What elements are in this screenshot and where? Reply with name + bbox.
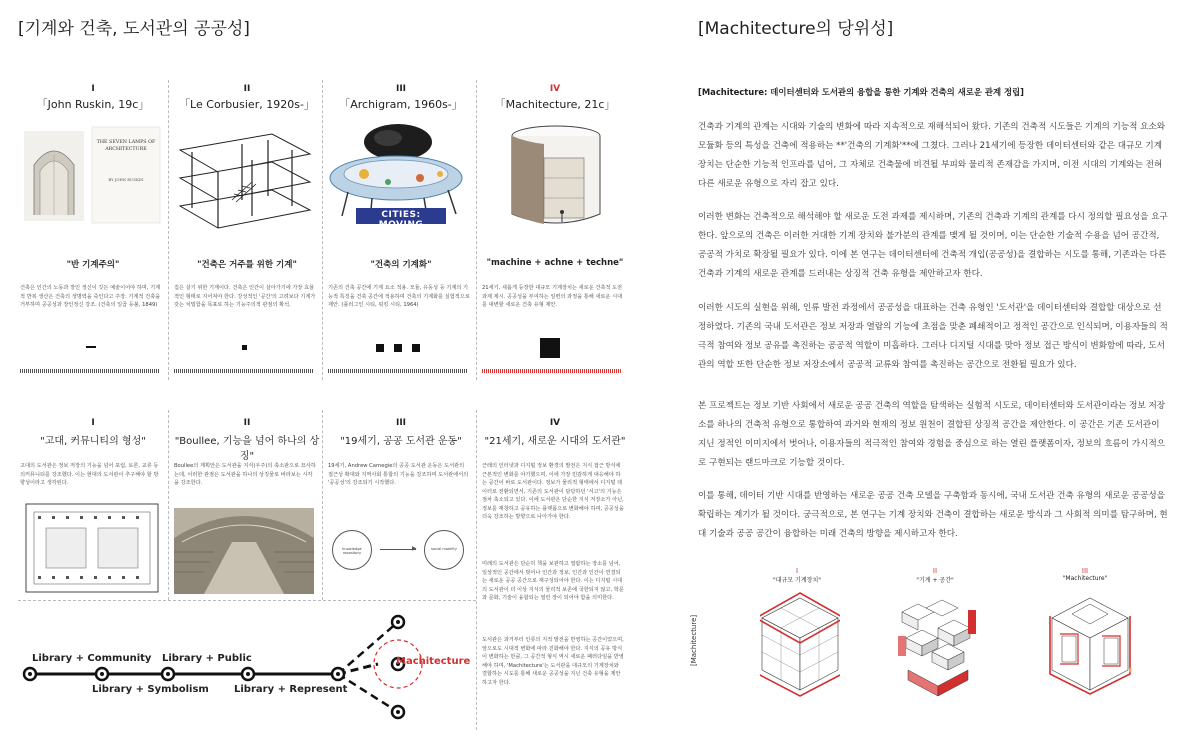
flow-arrow <box>380 549 416 550</box>
era-column-machitecture <box>480 84 630 112</box>
era-quote: "건축의 기계화" <box>370 260 432 270</box>
era-numeral: IV <box>549 84 561 94</box>
era-numeral: III <box>395 84 407 94</box>
era-heading: 「John Ruskin, 19c」 <box>36 98 150 111</box>
density-marker <box>242 345 247 350</box>
era-heading: 「Machitecture, 21c」 <box>494 98 616 111</box>
ruskin-image <box>20 125 166 225</box>
era-numeral: II <box>243 84 251 94</box>
timeline-label-symbolism: Library + Symbolism <box>92 684 209 695</box>
walking-city-image <box>328 116 474 234</box>
era-description: 기존의 건축 공간에 기계 요소 적용. 모듈, 유동성 등 기계의 기능적 특징을 건축 공간에 적용하며 건축의 기계화를 실험적으로 제안. (플러그인 시티, 워킹 시티, 1964) <box>328 285 470 309</box>
timeline-label-public: Library + Public <box>162 653 252 664</box>
library-column-boullee <box>172 418 322 462</box>
library-column-ancient <box>18 418 168 447</box>
poster-title: CITIES: MOVING <box>378 210 424 230</box>
paragraph-1: 건축과 기계의 관계는 시대와 기술의 변화에 따라 지속적으로 재해석되어 왔다. 기존의 건축적 시도들은 기계의 기능적 요소와 모듈화 등의 특성을 건축에 적용하는 **'건축의 기계화'**에 그쳤다. 그러나 21세기에 등장한 데이터센터와 같은 대규모 기계 장치는 단순한 기능적 인프라를 넘어, 그 자체로 건축물에 비견될 부피와 물리적 존재감을 가지며, 이전 시대의 기계와는 전혀 다른 새로운 유형으로 자리 잡고 있다. <box>698 122 1166 189</box>
era-description: 건축은 인간의 노동과 장인 정신이 깃든 예술이어야 하며, 기계적 반복 생산은 건축의 생명력을 죽인다고 주장. 기계적 건축을 거부하며 공공성과 장인정신 강조. (건축의 일곱 등불, 1849) <box>20 285 161 309</box>
era-numeral: I <box>91 84 95 94</box>
library-numeral: II <box>243 418 251 428</box>
density-marker <box>376 344 384 352</box>
era-column-ruskin <box>18 84 168 112</box>
library-column-carnegie <box>326 418 476 447</box>
left-title: [기계와 건축, 도서관의 공공성] <box>18 19 250 39</box>
paragraph-5: 이를 통해, 데이터 기반 시대를 반영하는 새로운 공공 건축 모델을 구축함과 동시에, 국내 도서관 건축 유형의 새로운 공공성을 확립하는 계기가 될 것이다. 궁극적으로, 본 연구는 기계 장치와 건축이 결합하는 새로운 방식과 그 사회적 의미를 탐구하며, 현대 기술과 공공 공간이 융합하는 미래 건축의 방향을 제시하고자 한다. <box>698 491 1168 539</box>
diagram-i-header <box>742 567 852 584</box>
knowledge-label: knowledge repository <box>342 547 362 555</box>
divider <box>322 410 323 600</box>
divider <box>18 600 476 601</box>
diagram-numeral: III <box>1081 567 1089 575</box>
right-title: [Machitecture의 당위성] <box>698 19 894 39</box>
tick-bar <box>482 369 622 373</box>
paragraph-4: 본 프로젝트는 정보 기반 사회에서 새로운 공공 건축의 역할을 탐색하는 실험적 시도로, 데이터센터와 도서관이라는 정보 저장소를 하나의 건축적 유형으로 통합하여 과거와 현재의 정보 원천이 결합된 상징적 공간을 제안한다. 이 공간은 기존 도서관이 지닌 정적인 이미지에서 벗어나, 이용자들의 적극적인 참여와 경험을 중심으로 하는 열린 플랫폼이자, 정보의 흐름이 가시적으로 구현되는 랜드마크로 기능할 것이다. <box>698 401 1166 468</box>
tick-bar <box>20 369 160 373</box>
divider <box>168 410 169 600</box>
library-heading: "21세기, 새로운 시대의 도서관" <box>484 436 626 447</box>
era-quote: "건축은 거주를 위한 기계" <box>197 260 297 270</box>
library-description: Boullee의 계획안은 도서관을 지식(우주)의 축소판으로 묘사하는데, 이러한 관점은 도서관을 하나의 상징물로 바라보는 시각을 강조한다. <box>174 463 316 487</box>
library-heading: "19세기, 공공 도서관 운동" <box>340 436 462 447</box>
diagram-label: "Machitecture" <box>1062 575 1108 582</box>
tick-bar <box>174 369 314 373</box>
tick-bar <box>328 369 468 373</box>
timeline-label-represent: Library + Represent <box>234 684 348 695</box>
library-column-21c <box>480 418 630 447</box>
library-description: 19세기, Andrew Carnegie의 공공 도서관 운동은 도서관의 접근성 확대와 지역사회 통합의 기능을 강조하며 도서관에서의 '공공성'의 강조되기 시작했다. <box>328 463 469 487</box>
cube-diagram-machine-space <box>898 590 978 700</box>
library-description: 도서관은 과거부터 인류의 지적 발전을 반영하는 공간이었으며, 앞으로도 시대적 변화에 따라 진화해야 한다. 지식의 공유 방식이 변화하는 만큼, 그 공간적 형식 역시 새로운 패러다임을 반영해야 하며, 'Machitecture'는 도서관을 대규모의 기계장치와 결합하는 시도를 통해 새로운 공공성을 지닌 건축 유형을 제안하고자 한다. <box>482 637 624 686</box>
book-title: THE SEVEN LAMPS OF ARCHITECTURE <box>96 140 156 153</box>
density-marker <box>394 344 402 352</box>
side-label: [Machitecture] <box>690 614 698 666</box>
library-numeral: III <box>395 418 407 428</box>
library-description: 근래의 인터넷과 디지털 정보 환경의 발전은 지식 접근 방식에 근본적인 변화를 야기했으며, 이에 가장 민감하게 대응해야 하는 공간이 바로 도서관이다. 정보가 물리적 형태에서 디지털 데이터로 전환되면서, 기존의 도서관이 담당하던 '서고'의 기능은 점차 축소되고 있다. 이에 도서관은 단순한 지식 저장소가 아닌, 정보를 재창하고 공유하는 플랫폼으로 변화해야 하며, 공공성을 더욱 강조하는 방향으로 나아가야 한다. <box>482 463 624 521</box>
arrow-head-icon: ▶ <box>412 545 417 552</box>
library-heading: "고대, 커뮤니티의 형성" <box>40 436 146 447</box>
timeline-label-machitecture: Machitecture <box>396 656 471 667</box>
library-numeral: I <box>91 418 95 428</box>
diagram-ii-header <box>880 567 990 584</box>
divider <box>476 410 477 730</box>
right-subtitle: [Machitecture: 데이터센터와 도서관의 융합을 통한 기계와 건축의 새로운 관계 정립] <box>698 87 1024 97</box>
diagram-label: "대규모 기계장치" <box>773 577 821 584</box>
era-quote: "반 기계주의" <box>66 260 120 270</box>
era-column-corbusier <box>172 84 322 112</box>
era-quote: "machine + achne + techne" <box>486 258 624 268</box>
era-description: 집은 살기 위한 기계이다. 건축은 인간이 살아가기에 가장 효율적인 형태로 지어져야 한다. 강성적인 '공간'의 고려보다 기계가 갖는 치밀함을 목표로 하는 기능주의적 관점의 확석. <box>174 285 316 309</box>
dom-ino-image <box>172 120 318 232</box>
diagram-numeral: II <box>932 567 938 575</box>
era-description: 21세기, 새롭게 등장한 대규모 기계장치는 새로운 건축적 도전과제 제시. 공공성을 부여하는 일련의 과정을 통해 새로운 시대를 대변할 새로운 건축 유형 제안. <box>482 285 623 309</box>
book-author: BY JOHN RUSKIN <box>108 177 144 182</box>
diagram-iii-header <box>1030 567 1140 582</box>
era-heading: 「Le Corbusier, 1920s-」 <box>179 98 315 111</box>
library-timeline <box>18 604 472 730</box>
paragraph-2: 이러한 변화는 건축적으로 해석해야 할 새로운 도전 과제를 제시하며, 기존의 건축과 기계의 관계를 다시 정의할 필요성을 요구한다. 앞으로의 건축은 이러한 거대한 기계 장치와 불가분의 관계를 맺게 될 것이며, 이는 단순한 기술적 수용을 넘어 공간적, 공공적 가치로 확장될 필요가 있다. 이에 본 연구는 데이터센터에 건축적 개입(공공성)을 결합하는 시도를 통해, 기존과는 다른 건축과 기계의 새로운 관계를 드러내는 상징적 건축 유형을 제안하고자 한다. <box>698 212 1168 279</box>
diagram-label: "기계 + 공간" <box>916 577 954 584</box>
era-heading: 「Archigram, 1960s-」 <box>339 98 463 111</box>
boullee-library-image <box>174 508 314 594</box>
library-description: 고대의 도서관은 정보 저장의 기능을 넘어 포럼, 토론, 교류 등의커뮤니티를 강조했다. 이는 현대의 도서관이 추구해야 할 방향성이라고 생각된다. <box>20 463 159 487</box>
library-heading: "Boullee, 기능을 넘어 하나의 상징" <box>174 436 320 462</box>
diagram-numeral: I <box>795 567 799 575</box>
density-marker <box>86 346 96 348</box>
density-marker <box>412 344 420 352</box>
paragraph-3: 이러한 시도의 실현을 위해, 인류 발전 과정에서 공공성을 대표하는 건축 유형인 '도서관'을 데이터센터와 결합할 대상으로 선정하였다. 기존의 국내 도서관은 정보 저장과 열람의 기능에 초점을 맞춘 폐쇄적이고 정적인 공간으로 인식되며, 이용자들의 적극적 참여와 정보 공유를 촉진하는 공공적 역할이 미흡하다. 그러나 디지털 시대를 맞아 정보 접근 방식이 변화함에 따라, 도서관의 역할 또한 단순한 정보 저장소에서 공공적 교류와 참여를 촉진하는 공간으로 전환될 필요가 있다. <box>698 303 1168 370</box>
library-numeral: IV <box>549 418 561 428</box>
divider <box>322 80 323 380</box>
library-description: 미래의 도서관은 단순히 책을 보관하고 열람하는 장소를 넘어, 일상적인 공간에서 벗어나 인간과 정보, 인간과 인간이 연결되는 새로운 공공 공간으로 재구성되어야 한다. 이는 디지털 시대의 도서관이 더 이상 지식의 물리적 보존에 국한되지 않고, 학문과 문화, 기술이 융합되는 열린 장이 되어야 함을 의미한다. <box>482 561 624 602</box>
density-marker <box>540 338 560 358</box>
timeline-label-community: Library + Community <box>32 653 152 664</box>
ancient-library-plan <box>22 500 162 596</box>
cube-diagram-large-machine <box>760 590 840 700</box>
machitecture-cylinder-image <box>482 118 628 234</box>
divider <box>168 80 169 380</box>
social-label: social mobility <box>431 547 457 551</box>
divider <box>476 80 477 380</box>
cube-diagram-machitecture <box>1048 590 1132 700</box>
era-column-archigram <box>326 84 476 112</box>
